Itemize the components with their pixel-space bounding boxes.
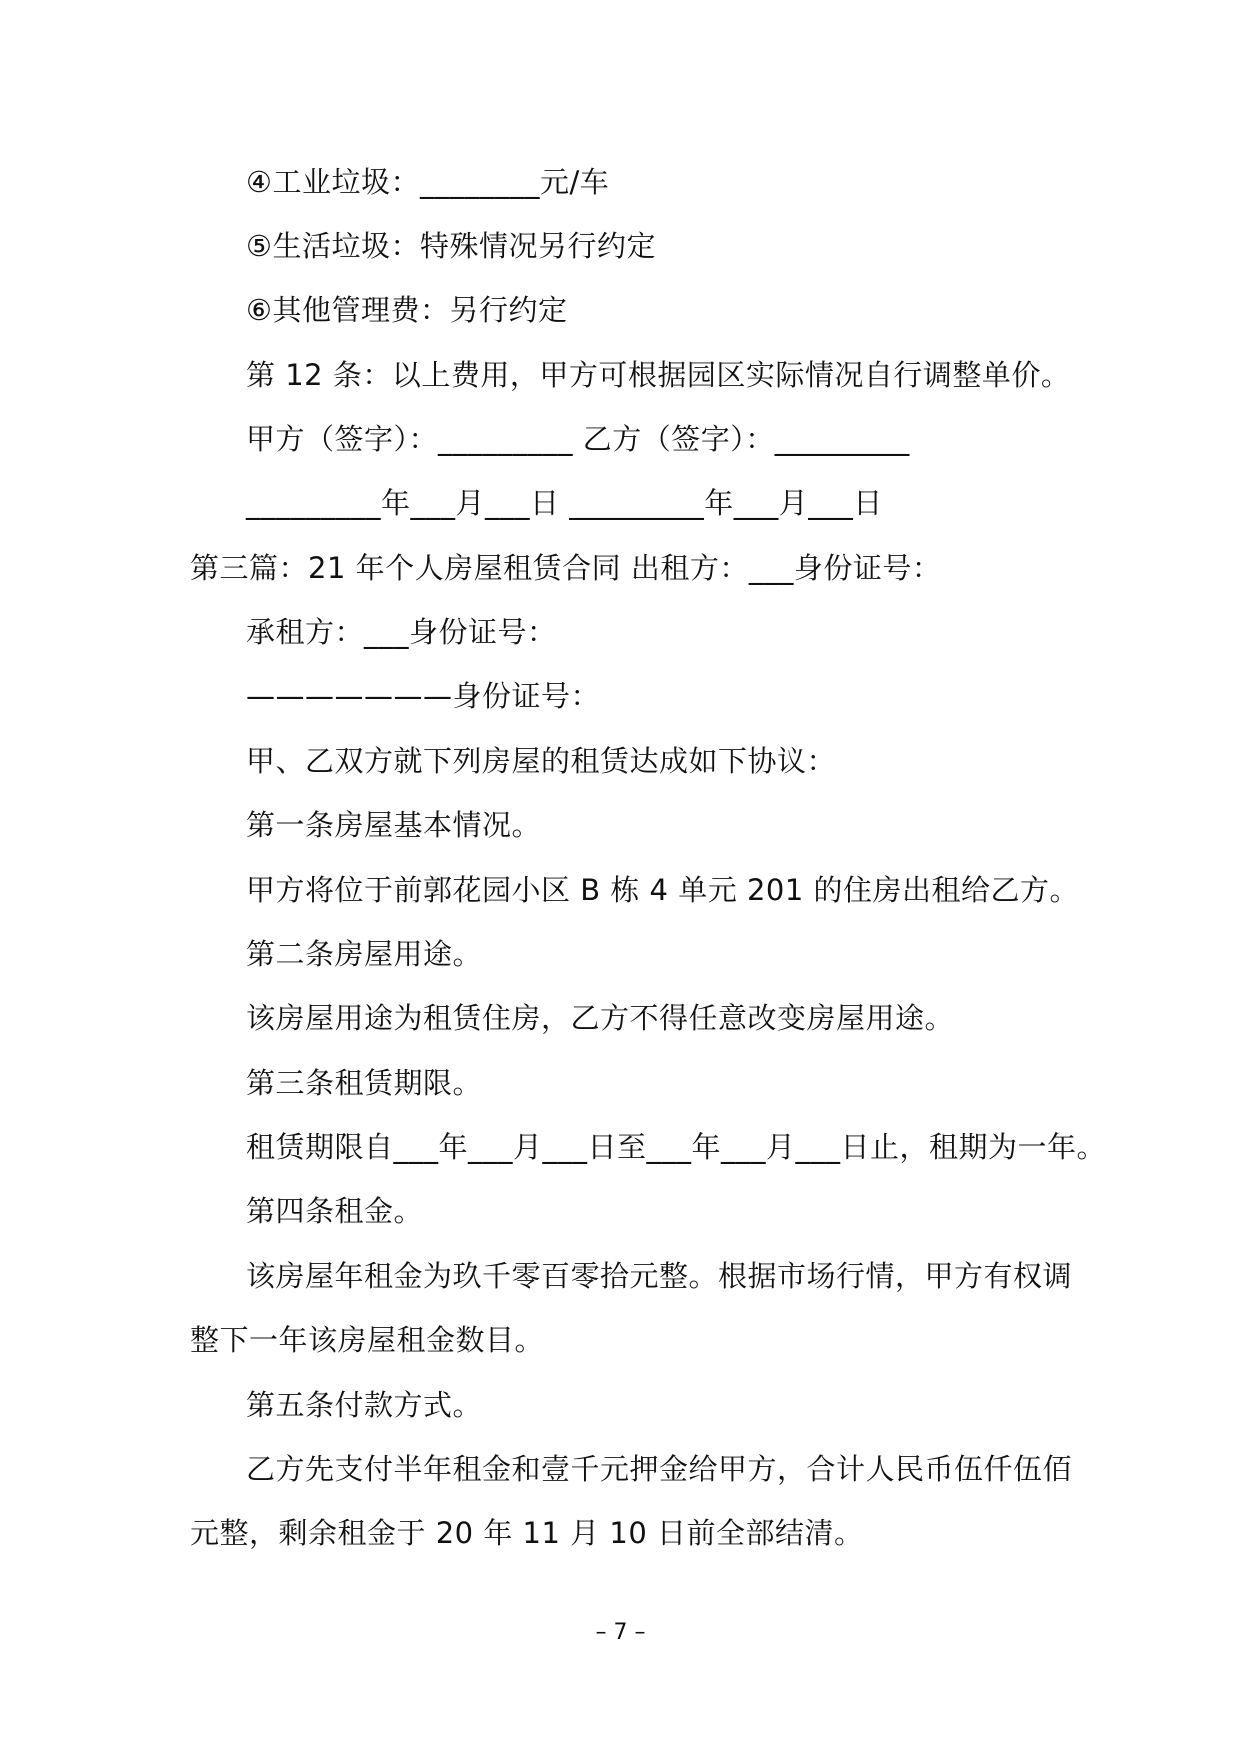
clause-heading: 第四条租金。 [246,1194,424,1228]
text-line: 乙方先支付半年租金和壹千元押金给甲方，合计人民币伍仟伍佰 [246,1452,1073,1486]
text-line: ———————身份证号： [246,679,601,713]
text-line: ④工业垃圾：________元/车 [246,165,610,199]
section-heading: 第三篇：21 年个人房屋租赁合同 出租方：___身份证号： [190,551,942,585]
text-line: 该房屋年租金为玖千零百零拾元整。根据市场行情，甲方有权调 [246,1259,1073,1293]
page-number: – 7 – [595,1620,646,1645]
text-line: 甲方将位于前郭花园小区 B 栋 4 单元 201 的住房出租给乙方。 [246,873,1080,907]
text-line: 该房屋用途为租赁住房，乙方不得任意改变房屋用途。 [246,1001,955,1035]
clause-heading: 第五条付款方式。 [246,1388,483,1422]
text-line: 承租方：___身份证号： [246,615,557,649]
clause-heading: 第一条房屋基本情况。 [246,808,542,842]
text-line: 元整，剩余租金于 20 年 11 月 10 日前全部结清。 [190,1516,864,1550]
text-line: 第 12 条：以上费用，甲方可根据园区实际情况自行调整单价。 [246,358,1071,392]
text-line: ⑤生活垃圾：特殊情况另行约定 [246,229,656,263]
text-line: ⑥其他管理费：另行约定 [246,293,568,327]
clause-heading: 第三条租赁期限。 [246,1066,483,1100]
signature-line: 甲方（签字）：_________ 乙方（签字）：_________ [246,422,910,456]
clause-heading: 第二条房屋用途。 [246,937,483,971]
text-line: 租赁期限自___年___月___日至___年___月___日止，租期为一年。 [246,1130,1107,1164]
text-line: 甲、乙双方就下列房屋的租赁达成如下协议： [246,744,837,778]
date-line: _________年___月___日 _________年___月___日 [246,486,883,520]
text-line: 整下一年该房屋租金数目。 [190,1323,545,1357]
